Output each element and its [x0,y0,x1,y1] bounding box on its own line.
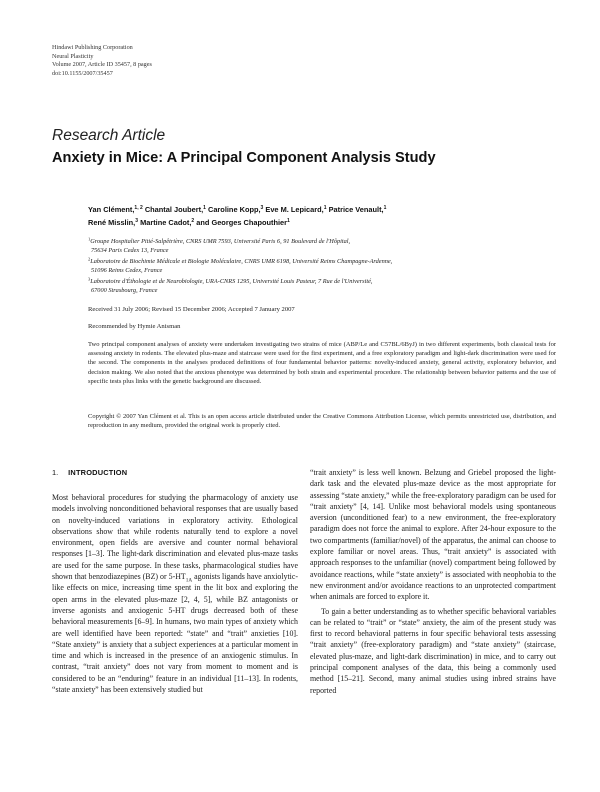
affiliation: $^3$Laboratoire d'Éthologie et de Neurobiologie, URA-CNRS 1295, Université Louis Pasteur, 7 Rue de l'Université, 67000 Strasbourg, France [88,276,373,294]
affiliations [88,237,558,297]
author: Caroline Kopp,$^3$ [207,205,264,214]
journal-name: Neural Plasticity [52,52,94,60]
body-paragraph: “trait anxiety” is less well known. Belzung and Griebel proposed the light-dark task and the elevated plus-maze device as the most appropriate for assessing “state anxiety,” while the free-exploratory paradigm can be used for “trait anxiety” [4, 14]. Unlike most behavioral models using spontaneous aversion (unconditioned fear) to a new environment, the free-exploratory paradigm does not force the animal to explore. After 24-hour exposure to the two compartments (familiar/novel) of the apparatus, the animal can choose to explore familiar or novel areas. Thus, “trait anxiety” is associated with approach responses to the unfamiliar (novel) compartment being followed by avoidance reactions, while “state anxiety” is associated with neophobia to the new environment and/or avoidance reactions to an unprotected compartment when animals are forced to explore it. [310,468,556,602]
affiliation: $^1$Groupe Hospitalier Pitié-Salpêtrière, CNRS UMR 7593, Université Paris 6, 91 Boulevard de l'Hôpital, 75634 Paris Cedex 13, France [88,236,351,254]
section-number: 1. [52,468,59,477]
author-list [88,203,558,229]
body-column-right [310,467,556,696]
author: Yan Clément,$^{1, 2}$ [88,205,143,214]
affiliation: $^2$Laboratoire de Biochimie Médicale et Biologie Moléculaire, CNRS UMR 6198, Université Reims Champagne-Ardenne, 51096 Reims Cedex, France [88,256,393,274]
author: Eve M. Lepicard,$^1$ [265,205,327,214]
author: Chantal Joubert,$^1$ [144,205,206,214]
author: Patrice Venault,$^1$ [328,205,387,214]
body-paragraph: Most behavioral procedures for studying the pharmacology of anxiety use models involving nonconditioned behavioral responses that are usually based on novelty-induced variations in exploratory activity. Ethological observations show that while rodents naturally tend to explore a novel environment, open fields are aversive and counter normal behavioral responses [1–3]. The light-dark discrimination and elevated plus-maze tasks are used for the same purpose. In these tasks, pharmacological studies have shown that benzodiazepines (BZ) or $5-HT_{1A}$ agonists ligands have anxiolytic-like effects on mice, increasing time spent in the lit box and exploring the open arms in the elevated plus-maze [2, 4, 5], while BZ antagonists or inverse agonists and anxiogenic 5-HT drugs decreased both of these behavioral measurements [6–9]. In humans, two main types of anxiety which are well identified have been reported: “state” and “trait” anxieties [10]. “State anxiety” is anxiety that a subject experiences at a particular moment in time and which is increased in the presence of an anxiogenic stimulus. In contrast, “trait anxiety” does not vary from moment to moment and is considered to be an “enduring” feature in an individual [11–13]. In rodents, “state anxiety” has been extensively studied but [52,493,298,695]
article-type: Research Article [52,127,166,144]
abstract: Two principal component analyses of anxiety were undertaken investigating two strains of mice (ABP/Le and C57BL/6ByJ) in two different experiments, both classical tests for assessing anxiety in rodents. The elevated plus-maze and staircase were used for the first experiment, and a free exploratory paradigm and light-dark discrimination were used for the second. The components in the analyses produced definitions of four fundamental behavior patterns: novelty-induced anxiety, general activity, exploratory behavior, and decision making. We also noted that the anxious phenotype was determined by both strain and experimental procedure. The relationship between behavior patterns and the use of specific tests plus links with the genetic background are discussed. [88,341,556,385]
body-paragraph: To gain a better understanding as to whether specific behavioral variables can be related to “trait” or “state” anxiety, the aim of the present study was first to record behavioral patterns in four specific behavioral tests assessing “trait anxiety” (free-exploratory paradigm) and “state anxiety” (staircase, elevated plus-maze, and light-dark discrimination) in mice, and to carry out principal component analyses of the data, this being a commonly used method [15–21]. Second, many animal studies using inbred strains have reported [310,606,556,695]
section-heading [52,468,127,477]
recommended-by: Recommended by Hymie Anisman [88,323,181,330]
paper-title: Anxiety in Mice: A Principal Component Analysis Study [52,150,436,166]
author: and Georges Chapouthier$^1$ [196,218,290,227]
body-column-left [52,492,298,695]
doi: doi:10.1155/2007/35457 [52,69,113,77]
author: Martine Cadot,$^2$ [140,218,195,227]
author: René Misslin,$^3$ [88,218,139,227]
section-title: INTRODUCTION [68,468,128,477]
publication-info [52,44,152,78]
volume-info: Volume 2007, Article ID 35457, 8 pages [52,61,152,69]
copyright-notice: Copyright © 2007 Yan Clément et al. This is an open access article distributed under the Creative Commons Attribution License, which permits unrestricted use, distribution, and reproduction in any medium, provided the original work is properly cited. [88,413,556,430]
received-dates: Received 31 July 2006; Revised 15 December 2006; Accepted 7 January 2007 [88,306,295,313]
publisher-name: Hindawi Publishing Corporation [52,44,133,51]
